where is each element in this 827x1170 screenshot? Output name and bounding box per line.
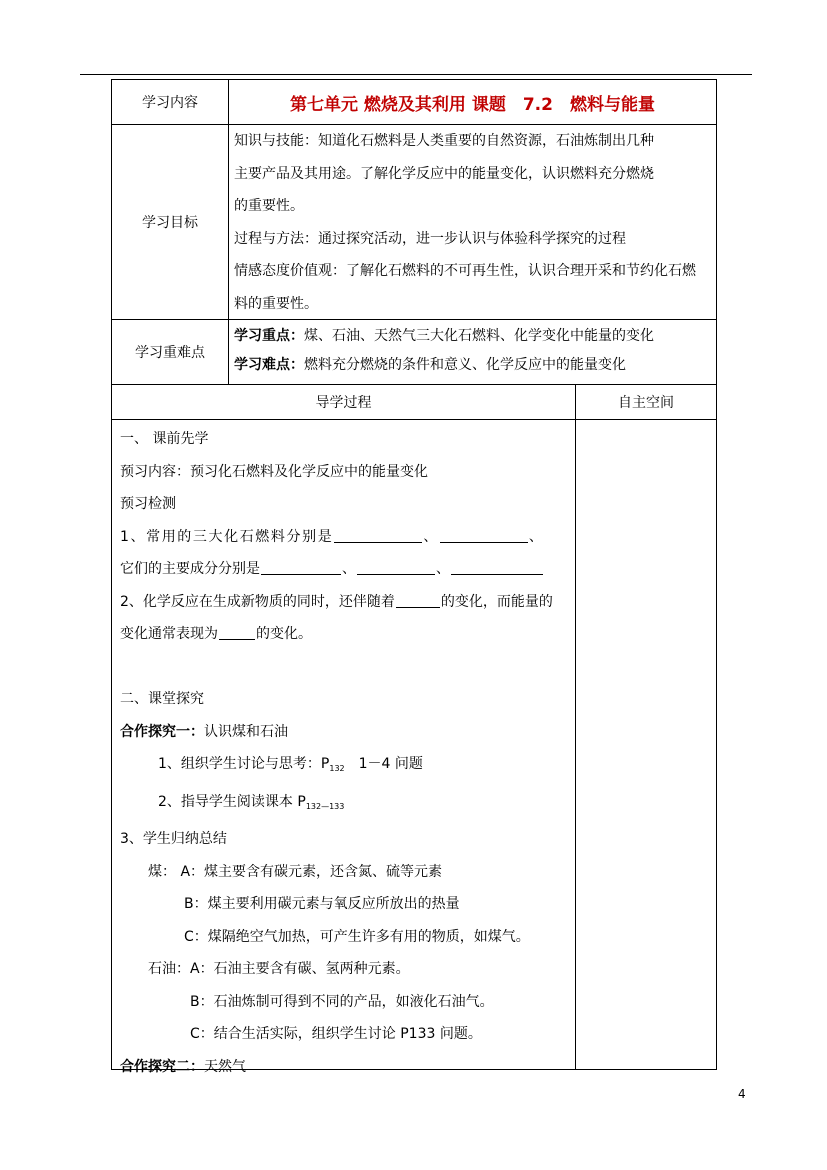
difficulty-label-cell xyxy=(111,319,229,385)
spacer xyxy=(120,651,575,684)
question-2-line-1: 2、化学反应在生成新物质的同时，还伴随着 的变化，而能量的 xyxy=(120,586,575,619)
coal-a: 煤： A：煤主要含有碳元素，还含氮、硫等元素 xyxy=(148,863,443,880)
preview-check: 预习检测 xyxy=(120,496,176,512)
goals-label: 学习目标 xyxy=(142,215,198,231)
goals-label-cell xyxy=(111,124,229,320)
answer-blank[interactable] xyxy=(219,623,255,640)
content-label-cell xyxy=(111,79,229,125)
answer-blank[interactable] xyxy=(334,526,422,543)
step-1: 1、组织学生讨论与思考：$P_{132}$ 1－4 问题 xyxy=(158,756,423,773)
answer-blank[interactable] xyxy=(396,591,440,608)
answer-blank[interactable] xyxy=(261,558,341,575)
section-2-title: 二、课堂探究 xyxy=(120,691,204,707)
key-point-label: 学习重点： xyxy=(234,328,304,344)
step-3: 3、学生归纳总结 xyxy=(120,831,227,847)
answer-blank[interactable] xyxy=(451,558,543,575)
difficult-point-line xyxy=(234,351,710,380)
oil-c: C：结合生活实际，组织学生讨论 P133 问题。 xyxy=(190,1026,482,1042)
answer-blank[interactable] xyxy=(440,526,528,543)
content-label: 学习内容 xyxy=(142,95,198,111)
space-header-cell xyxy=(575,384,717,420)
key-point-line xyxy=(234,322,710,351)
guide-header: 导学过程 xyxy=(315,395,372,411)
coal-c: C：煤隔绝空气加热，可产生许多有用的物质，如煤气。 xyxy=(184,928,530,945)
difficulty-label: 学习重难点 xyxy=(135,345,205,361)
oil-b: B：石油炼制可得到不同的产品，如液化石油气。 xyxy=(190,993,494,1010)
coop-2-label: 合作探究二： xyxy=(120,1058,204,1075)
space-header: 自主空间 xyxy=(618,395,674,411)
difficult-point-text: 燃料充分燃烧的条件和意义、化学反应中的能量变化 xyxy=(304,356,626,373)
lesson-title-cell xyxy=(228,79,717,125)
preview-content: 预习内容：预习化石燃料及化学反应中的能量变化 xyxy=(120,463,428,480)
key-point-text: 煤、石油、天然气三大化石燃料、化学变化中能量的变化 xyxy=(304,328,654,344)
guide-header-cell xyxy=(111,384,576,420)
coop-2-line xyxy=(120,1051,575,1084)
question-1-line-2: 它们的主要成分分别是 、 、 xyxy=(120,553,575,586)
goals-line: 知识与技能：知道化石燃料是人类重要的自然资源，石油炼制出几种 xyxy=(234,133,654,149)
oil-a: 石油：A：石油主要含有碳、氢两种元素。 xyxy=(148,961,410,977)
guide-body-cell xyxy=(111,419,576,1075)
page-number: 4 xyxy=(738,1087,746,1101)
answer-blank[interactable] xyxy=(357,558,435,575)
question-2-line-2: 变化通常表现为 的变化。 xyxy=(120,618,575,651)
goals-line: 过程与方法：通过探究活动，进一步认识与体验科学探究的过程 xyxy=(234,230,626,247)
difficulty-cell xyxy=(228,319,717,385)
coop-1-line xyxy=(120,716,575,749)
goals-line: 料的重要性。 xyxy=(234,295,318,312)
step-2: 2、指导学生阅读课本 $P_{132—133}$ xyxy=(158,793,345,811)
goals-cell xyxy=(228,124,717,320)
question-1-line-1: 1、常用的三大化石燃料分别是 、 、 xyxy=(120,521,575,554)
header-rule xyxy=(80,74,752,75)
difficult-point-label: 学习难点： xyxy=(234,356,304,373)
goals-line: 主要产品及其用途。了解化学反应中的能量变化，认识燃料充分燃烧 xyxy=(234,165,654,182)
coop-1-text: 认识煤和石油 xyxy=(204,723,288,740)
lesson-title: 第七单元 燃烧及其利用 课题 7.2 燃料与能量 xyxy=(290,94,655,115)
section-1-title: 一、 课前先学 xyxy=(120,431,209,447)
goals-line: 情感态度价值观：了解化石燃料的不可再生性，认识合理开采和节约化石燃 xyxy=(234,263,696,279)
coal-b: B：煤主要利用碳元素与氧反应所放出的热量 xyxy=(184,896,460,912)
self-space-cell[interactable] xyxy=(575,419,717,1070)
coop-2-text: 天然气 xyxy=(204,1058,246,1075)
coop-1-label: 合作探究一： xyxy=(120,723,204,740)
goals-line: 的重要性。 xyxy=(234,198,304,214)
